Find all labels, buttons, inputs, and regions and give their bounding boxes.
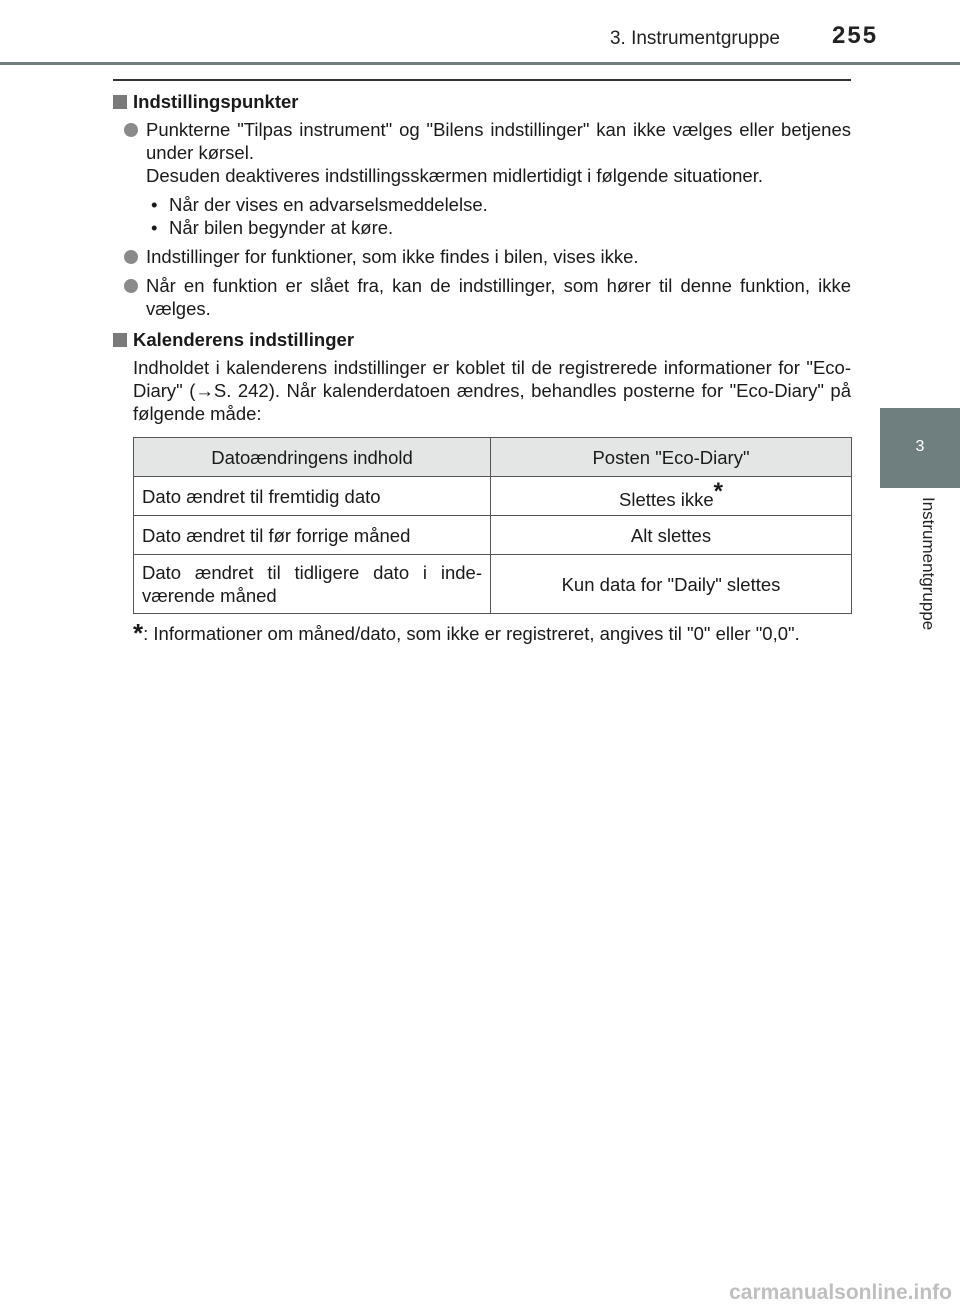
- table-cell: Alt slettes: [491, 516, 852, 555]
- table-header-cell: Datoændringens indhold: [134, 438, 491, 477]
- dot-bullet-icon: •: [151, 217, 158, 238]
- page-content: [113, 90, 851, 648]
- table-header-cell: Posten "Eco-Diary": [491, 438, 852, 477]
- arrow-icon: →: [195, 380, 214, 401]
- header-title: 3. Instrumentgruppe: [609, 28, 780, 49]
- list-item: [113, 245, 851, 268]
- watermark: carmanualsonline.info: [729, 1281, 952, 1304]
- footnote-star: *: [133, 618, 144, 648]
- paragraph: Indholdet i kalenderens indstillinger er koblet til de registrerede informationer for "Eco-Diary" (→S. 242). Når kalenderdatoen ændres, behandles posterne for "Eco-Diary" på følgende måde:: [133, 357, 851, 424]
- table-row: [134, 516, 852, 555]
- bullet-text: Indstillinger for funktioner, som ikke findes i bilen, vises ikke.: [146, 246, 639, 267]
- section-heading-text: Kalenderens indstillinger: [133, 329, 355, 350]
- bullet-text: Punkterne "Tilpas instrument" og "Bilens indstillinger" kan ikke vælges eller betjenes under kørsel.: [146, 119, 851, 163]
- eco-diary-table: [133, 437, 852, 614]
- table-cell: Dato ændret til tidligere dato i inde-værende måned: [134, 555, 491, 614]
- chapter-tab-number: 3: [915, 438, 925, 455]
- footnote-text: : Informationer om måned/dato, som ikke er registreret, angives til "0" eller "0,0".: [143, 623, 800, 644]
- bullet-text: Når en funktion er slået fra, kan de indstillinger, som hører til denne funktion, ikke vælges.: [146, 275, 851, 319]
- bullet-text: Desuden deaktiveres indstillingsskærmen midlertidigt i følgende situationer.: [146, 165, 763, 186]
- footnote-marker: *: [713, 478, 723, 506]
- chapter-tab-label: Instrumentgruppe: [919, 497, 938, 631]
- table-row: [134, 477, 852, 516]
- circle-bullet-icon: [124, 250, 138, 264]
- list-item: [113, 118, 851, 187]
- table-cell: Kun data for "Daily" slettes: [491, 555, 852, 614]
- section-heading-text: Indstillingspunkter: [133, 91, 299, 112]
- dot-bullet-icon: •: [151, 194, 158, 215]
- sub-list-text: Når der vises en advarselsmeddelelse.: [169, 194, 488, 215]
- table-cell: Dato ændret til fremtidig dato: [134, 477, 491, 516]
- table-header-row: [134, 438, 852, 477]
- square-bullet-icon: [113, 333, 127, 347]
- sub-list-item: [113, 216, 851, 239]
- table-cell: Dato ændret til før forrige måned: [134, 516, 491, 555]
- square-bullet-icon: [113, 95, 127, 109]
- table-row: [134, 555, 852, 614]
- footnote: [113, 618, 851, 648]
- circle-bullet-icon: [124, 279, 138, 293]
- circle-bullet-icon: [124, 123, 138, 137]
- content-top-rule: [113, 79, 851, 81]
- sub-list-text: Når bilen begynder at køre.: [169, 217, 394, 238]
- page-number: 255: [832, 22, 879, 49]
- header-rule: [0, 62, 960, 65]
- list-item: [113, 274, 851, 320]
- table-cell: Slettes ikke*: [491, 477, 852, 516]
- section-heading: [113, 90, 851, 113]
- sub-list-item: [113, 193, 851, 216]
- section-heading: [113, 328, 851, 351]
